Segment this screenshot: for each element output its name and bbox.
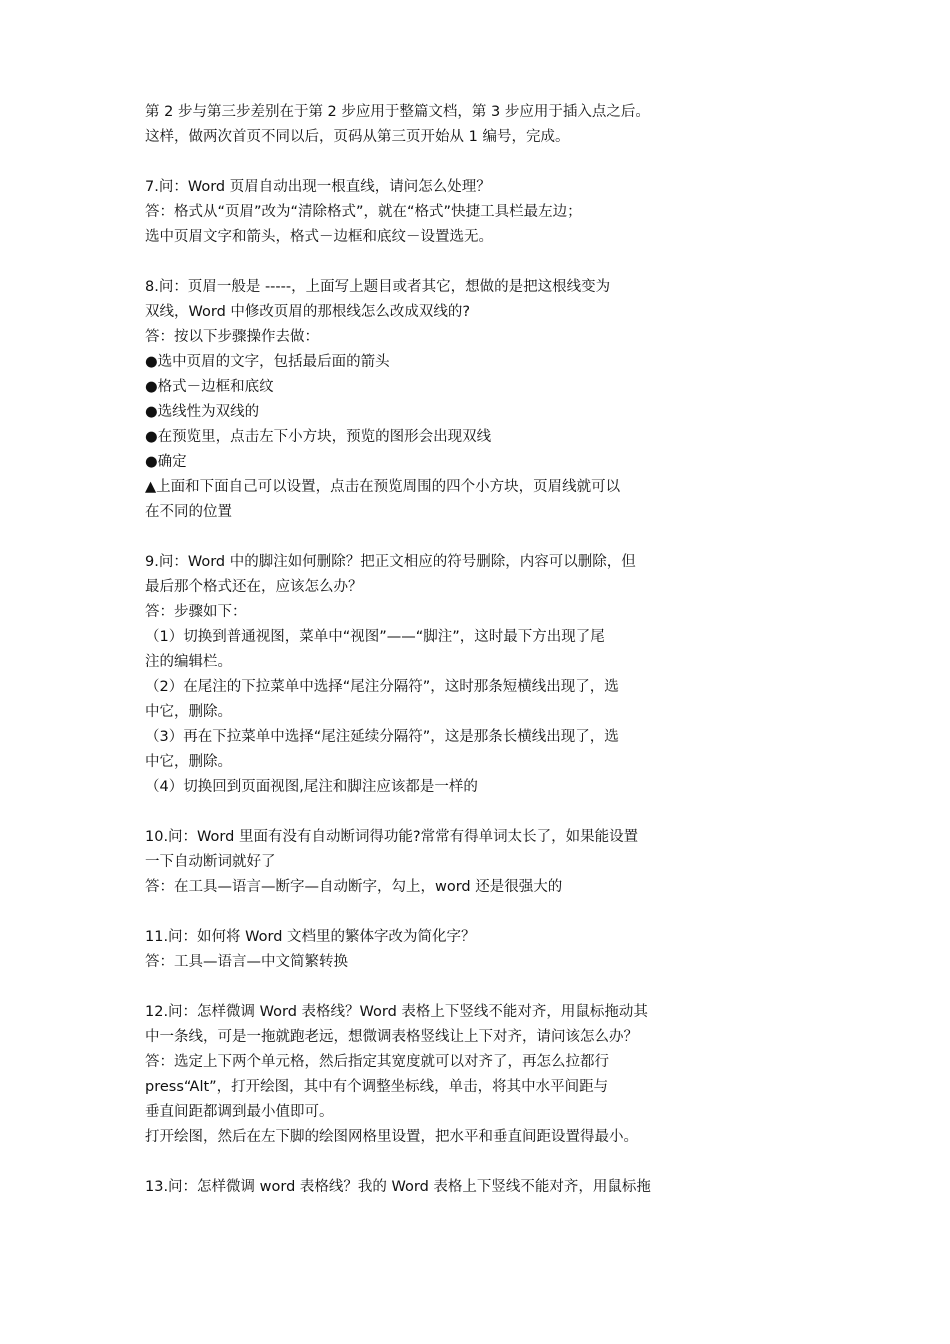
text-line: 垂直间距都调到最小值即可。	[145, 1104, 334, 1120]
text-line: （2）在尾注的下拉菜单中选择“尾注分隔符”，这时那条短横线出现了，选	[145, 679, 619, 695]
document-body	[145, 100, 745, 1200]
text-line: ●选线性为双线的	[145, 404, 260, 420]
text-line: 7.问：Word 页眉自动出现一根直线，请问怎么处理？	[145, 179, 491, 195]
text-line: 10.问：Word 里面有没有自动断词得功能?常常有得单词太长了，如果能设置	[145, 829, 639, 845]
text-line: （1）切换到普通视图，菜单中“视图”——“脚注”，这时最下方出现了尾	[145, 629, 605, 645]
text-line: 第 2 步与第三步差别在于第 2 步应用于整篇文档，第 3 步应用于插入点之后。	[145, 104, 650, 120]
text-line: 答：格式从“页眉”改为“清除格式”，就在“格式”快捷工具栏最左边；	[145, 204, 582, 220]
text-line: ▲上面和下面自己可以设置，点击在预览周围的四个小方块，页眉线就可以	[145, 479, 621, 495]
text-line: ●选中页眉的文字，包括最后面的箭头	[145, 354, 390, 370]
text-line: 答：工具—语言—中文简繁转换	[145, 954, 348, 970]
text-line: 11.问：如何将 Word 文档里的繁体字改为简化字？	[145, 929, 476, 945]
paragraph-gap	[145, 975, 745, 1000]
text-line: ●确定	[145, 454, 187, 470]
paragraph-gap	[145, 525, 745, 550]
text-line: 最后那个格式还在，应该怎么办？	[145, 579, 363, 595]
text-line: 一下自动断词就好了	[145, 854, 276, 870]
paragraph-gap	[145, 150, 745, 175]
text-line: ●格式－边框和底纹	[145, 379, 274, 395]
text-line: 在不同的位置	[145, 504, 232, 520]
text-line: 8.问：页眉一般是 -----，上面写上题目或者其它，想做的是把这根线变为	[145, 279, 611, 295]
text-line: press“Alt”，打开绘图，其中有个调整坐标线，单击，将其中水平间距与	[145, 1079, 609, 1095]
paragraph-gap	[145, 800, 745, 825]
text-line: 答：在工具—语言—断字—自动断字，勾上，word 还是很强大的	[145, 879, 563, 895]
text-line: 答：步骤如下：	[145, 604, 247, 620]
text-line: 13.问：怎样微调 word 表格线？我的 Word 表格上下竖线不能对齐，用鼠标拖	[145, 1179, 651, 1195]
text-line: 答：按以下步骤操作去做：	[145, 329, 319, 345]
paragraph-gap	[145, 900, 745, 925]
text-line: 中它，删除。	[145, 704, 232, 720]
text-line: 这样，做两次首页不同以后，页码从第三页开始从 1 编号，完成。	[145, 129, 570, 145]
text-line: 12.问：怎样微调 Word 表格线？Word 表格上下竖线不能对齐，用鼠标拖动其	[145, 1004, 648, 1020]
paragraph-gap	[145, 1150, 745, 1175]
text-line: 打开绘图，然后在左下脚的绘图网格里设置，把水平和垂直间距设置得最小。	[145, 1129, 638, 1145]
text-line: ●在预览里，点击左下小方块，预览的图形会出现双线	[145, 429, 492, 445]
text-line: 答：选定上下两个单元格，然后指定其宽度就可以对齐了，再怎么拉都行	[145, 1054, 609, 1070]
text-line: 中它，删除。	[145, 754, 232, 770]
text-line: （3）再在下拉菜单中选择“尾注延续分隔符”，这是那条长横线出现了，选	[145, 729, 619, 745]
text-line: （4）切换回到页面视图,尾注和脚注应该都是一样的	[145, 779, 478, 795]
text-line: 中一条线，可是一拖就跑老远，想微调表格竖线让上下对齐，请问该怎么办？	[145, 1029, 638, 1045]
text-line: 9.问：Word 中的脚注如何删除？把正文相应的符号删除，内容可以删除，但	[145, 554, 636, 570]
paragraph-gap	[145, 250, 745, 275]
text-line: 注的编辑栏。	[145, 654, 232, 670]
text-line: 选中页眉文字和箭头，格式－边框和底纹－设置选无。	[145, 229, 493, 245]
text-line: 双线，Word 中修改页眉的那根线怎么改成双线的?	[145, 304, 471, 320]
